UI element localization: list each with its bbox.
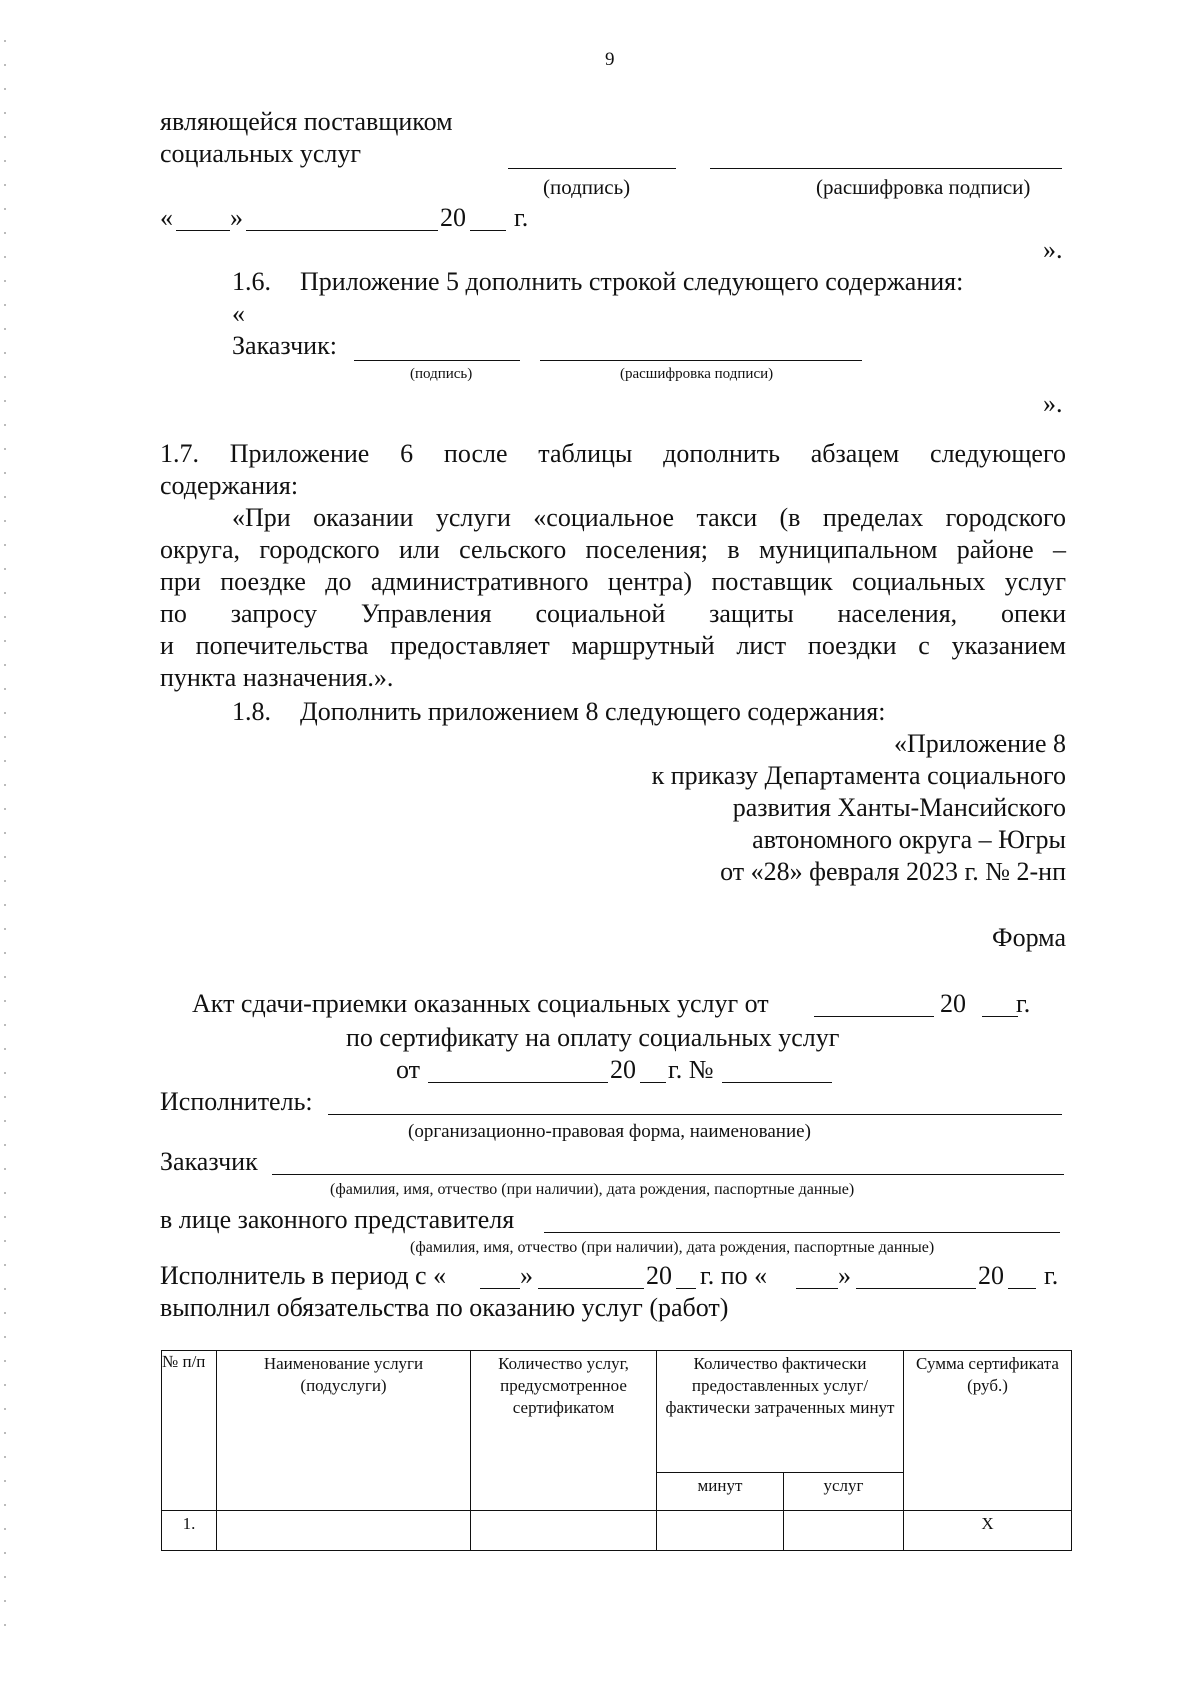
act-customer-label: Заказчик	[160, 1147, 258, 1176]
act-customer-line	[272, 1174, 1064, 1175]
representative-line	[544, 1232, 1060, 1233]
header-sum-cell	[904, 1351, 1072, 1511]
row1-name-cell	[217, 1511, 471, 1551]
decode-caption: (расшифровка подписи)	[816, 175, 1031, 199]
subheader-services-cell	[784, 1473, 904, 1511]
act-cert-date-line	[428, 1082, 608, 1083]
row1-num-cell	[162, 1511, 217, 1551]
item-1-7-paragraph-line1: «При оказании услуги «социальное такси (в пределах городского	[232, 503, 1066, 532]
signature-line	[508, 168, 676, 169]
item-1-6-number: 1.6.	[232, 267, 271, 296]
row1-planned-cell	[471, 1511, 657, 1551]
act-year-line	[982, 1016, 1018, 1017]
date-close-quote: »	[230, 203, 243, 232]
period-month2-line	[856, 1288, 976, 1289]
act-cert-number-line	[722, 1082, 832, 1083]
closing-quote-1: ».	[1043, 235, 1063, 264]
date-year-line	[470, 230, 506, 231]
sig-line2: социальных услуг	[160, 139, 362, 168]
row1-num: 1.	[182, 1514, 196, 1533]
item-1-7-paragraph-line5: и попечительства предоставляет маршрутный лист поездки с указанием	[160, 631, 1066, 660]
act-date-line	[814, 1016, 934, 1017]
act-line3-suffix: г. №	[668, 1055, 714, 1084]
date-year-prefix: 20	[440, 203, 466, 232]
act-title-line2: по сертификату на оплату социальных услуг	[346, 1023, 840, 1052]
appendix-line3: развития Ханты-Мансийского	[732, 793, 1066, 822]
closing-quote-2: ».	[1043, 389, 1063, 418]
item-1-7-line2: содержания:	[160, 471, 299, 500]
period-suffix: г.	[1044, 1261, 1059, 1290]
customer-label: Заказчик:	[232, 331, 337, 360]
appendix-line1: «Приложение 8	[893, 729, 1066, 758]
period-month1-line	[538, 1288, 644, 1289]
row1-sum: X	[981, 1514, 994, 1533]
fulfilled-line: выполнил обязательства по оказанию услуг (работ)	[160, 1293, 729, 1322]
header-name-cell	[217, 1351, 471, 1511]
executor-label: Исполнитель:	[160, 1087, 313, 1116]
act-title-part1: Акт сдачи-приемки оказанных социальных услуг от	[192, 989, 769, 1018]
act-customer-caption: (фамилия, имя, отчество (при наличии), дата рождения, паспортные данные)	[330, 1181, 855, 1198]
representative-label: в лице законного представителя	[160, 1205, 515, 1234]
act-title-year-suffix: г.	[1016, 989, 1031, 1018]
page-number: 9	[605, 49, 615, 70]
header-actual-cell	[657, 1351, 904, 1473]
item-1-7-line1: 1.7. Приложение 6 после таблицы дополнить абзацем следующего	[160, 439, 1066, 468]
header-num-cell	[162, 1351, 217, 1511]
item-1-6-text: Приложение 5 дополнить строкой следующего содержания:	[300, 267, 964, 296]
table-row	[162, 1511, 1072, 1551]
subheader-services: услуг	[823, 1476, 864, 1495]
table-header-row	[162, 1351, 1072, 1473]
item-1-6-open-quote: «	[232, 299, 245, 328]
customer-decode-caption: (расшифровка подписи)	[620, 366, 774, 382]
representative-caption: (фамилия, имя, отчество (при наличии), дата рождения, паспортные данные)	[410, 1239, 935, 1256]
header-num: № п/п	[162, 1352, 206, 1371]
date-day-line	[176, 230, 230, 231]
period-close1: »	[520, 1261, 533, 1290]
header-planned-cell	[471, 1351, 657, 1511]
date-year-suffix: г.	[514, 203, 529, 232]
header-name: Наименование услуги (подуслуги)	[263, 1354, 424, 1395]
act-title-year: 20	[940, 989, 966, 1018]
subheader-minutes: минут	[697, 1476, 743, 1495]
period-to: г. по «	[700, 1261, 768, 1290]
decode-line	[710, 168, 1062, 169]
act-cert-year-line	[640, 1082, 666, 1083]
header-sum: Сумма сертификата (руб.)	[916, 1354, 1059, 1395]
executor-caption: (организационно-правовая форма, наименование)	[408, 1121, 811, 1142]
date-month-line	[246, 230, 438, 231]
item-1-7-paragraph-line3: при поездке до административного центра) поставщик социальных услуг	[160, 567, 1066, 596]
row1-minutes-cell	[657, 1511, 784, 1551]
period-year1: 20	[646, 1261, 672, 1290]
row1-services-cell	[784, 1511, 904, 1551]
customer-decode-line	[540, 360, 862, 361]
act-line3-from: от	[396, 1055, 421, 1084]
item-1-8-text: Дополнить приложением 8 следующего содержания:	[300, 697, 886, 726]
appendix-line2: к приказу Департамента социального	[651, 761, 1066, 790]
period-label: Исполнитель в период с «	[160, 1261, 447, 1290]
services-table	[161, 1350, 1072, 1551]
period-close2: »	[838, 1261, 851, 1290]
item-1-7-paragraph-line4: по запросу Управления социальной защиты населения, опеки	[160, 599, 1066, 628]
form-label: Форма	[992, 923, 1066, 952]
period-day1-line	[480, 1288, 520, 1289]
executor-line	[328, 1114, 1062, 1115]
act-line3-year: 20	[610, 1055, 636, 1084]
date-open-quote: «	[160, 203, 173, 232]
item-1-8-number: 1.8.	[232, 697, 271, 726]
scan-edge-dots	[4, 40, 6, 1640]
row1-sum-cell	[904, 1511, 1072, 1551]
period-year2: 20	[978, 1261, 1004, 1290]
subheader-minutes-cell	[657, 1473, 784, 1511]
customer-signature-line	[354, 360, 520, 361]
header-planned: Количество услуг, предусмотренное сертификатом	[498, 1354, 629, 1417]
period-year2-line	[1008, 1288, 1036, 1289]
item-1-7-paragraph-line2: округа, городского или сельского поселения; в муниципальном районе –	[160, 535, 1066, 564]
period-day2-line	[796, 1288, 838, 1289]
period-year1-line	[676, 1288, 696, 1289]
appendix-line4: автономного округа – Югры	[752, 825, 1066, 854]
signature-caption: (подпись)	[543, 175, 631, 199]
sig-line1: являющейся поставщиком	[160, 107, 453, 136]
customer-signature-caption: (подпись)	[410, 366, 473, 382]
item-1-7-paragraph-line6: пункта назначения.».	[160, 663, 394, 692]
header-actual: Количество фактически предоставленных услуг/фактически затраченных минут	[665, 1354, 895, 1417]
appendix-line5: от «28» февраля 2023 г. № 2-нп	[720, 857, 1066, 886]
